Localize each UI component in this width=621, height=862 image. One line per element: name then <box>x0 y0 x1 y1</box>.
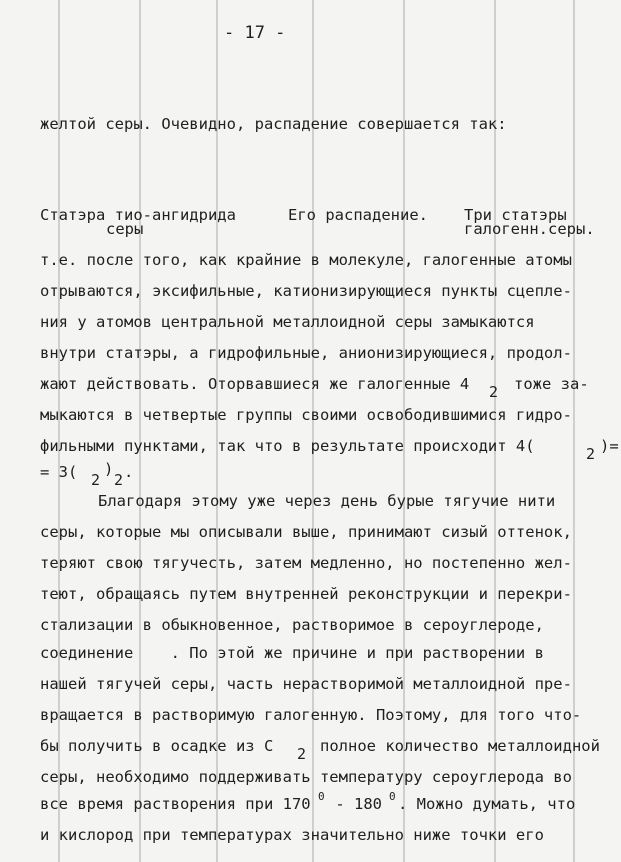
text-line: ния у атомов центральной металлоидной серы замыкаются <box>40 313 535 331</box>
text-line: мыкаются в четвертые группы своими освободившимися гидро- <box>40 406 572 424</box>
text-line: и кислород при температурах значительно ниже точки его <box>40 826 544 844</box>
text-line: тоже за- <box>514 375 589 393</box>
text-line: теют, обращаясь путем внутренней реконструкции и перекри- <box>40 585 572 603</box>
subscript: 2 <box>586 445 596 463</box>
text-line: вращается в растворимую галогенную. Поэтому, для того что- <box>40 706 582 724</box>
subscript: 2 <box>297 745 307 763</box>
text-line: теряют свою тягучесть, затем медленно, но постепенно жел- <box>40 554 572 572</box>
subscript: 2 <box>489 383 499 401</box>
text-line: стализации в обыкновенное, растворимое в сероуглероде, <box>40 616 544 634</box>
text-line: - 180 <box>326 795 382 813</box>
subscript: 2 <box>114 471 124 489</box>
text-line: полное количество металлоидной <box>320 737 600 755</box>
text-line: = 3( <box>40 463 78 481</box>
text-line: серы, необходимо поддерживать температуру сероуглерода во <box>40 768 572 786</box>
text-line: . <box>124 463 134 481</box>
table-header-2: Его распадение. <box>288 206 428 224</box>
text-line: жают действовать. Оторвавшиеся же галогенные 4 <box>40 375 470 393</box>
superscript: 0 <box>318 790 325 803</box>
text-line: все время растворения при 170 <box>40 795 311 813</box>
text-line: . Можно думать, что <box>398 795 576 813</box>
text-line: фильными пунктами, так что в результате происходит 4( <box>40 437 535 455</box>
text-line: соединение . По этой же причине и при растворении в <box>40 644 544 662</box>
text-line: серы, которые мы описывали выше, принимают сизый оттенок, <box>40 523 572 541</box>
scan-streak <box>573 0 575 862</box>
text-line: желтой серы. Очевидно, распадение совершается так: <box>40 115 507 133</box>
paragraph-start: Благодаря этому уже через день бурые тягучие нити <box>98 492 556 510</box>
text-line: внутри статэры, а гидрофильные, анионизирующиеся, продол- <box>40 344 572 362</box>
table-header-3: Три статэры <box>464 206 567 224</box>
table-header-1-sub: серы <box>106 220 144 238</box>
text-line: отрываются, эксифильные, катионизирующиеся пункты сцепле- <box>40 282 572 300</box>
text-line: ) <box>104 460 114 478</box>
table-header-1: Статэра тио-ангидрида <box>40 206 236 224</box>
text-line: бы получить в осадке из С <box>40 737 274 755</box>
text-line: )= <box>600 437 619 455</box>
text-line: т.е. после того, как крайние в молекуле, галогенные атомы <box>40 251 572 269</box>
text-line: нашей тягучей серы, часть нерастворимой металлоидной пре- <box>40 675 572 693</box>
page-number: - 17 - <box>224 23 286 43</box>
superscript: 0 <box>389 790 396 803</box>
table-header-3-sub: галогенн.серы. <box>464 220 595 238</box>
subscript: 2 <box>91 471 101 489</box>
